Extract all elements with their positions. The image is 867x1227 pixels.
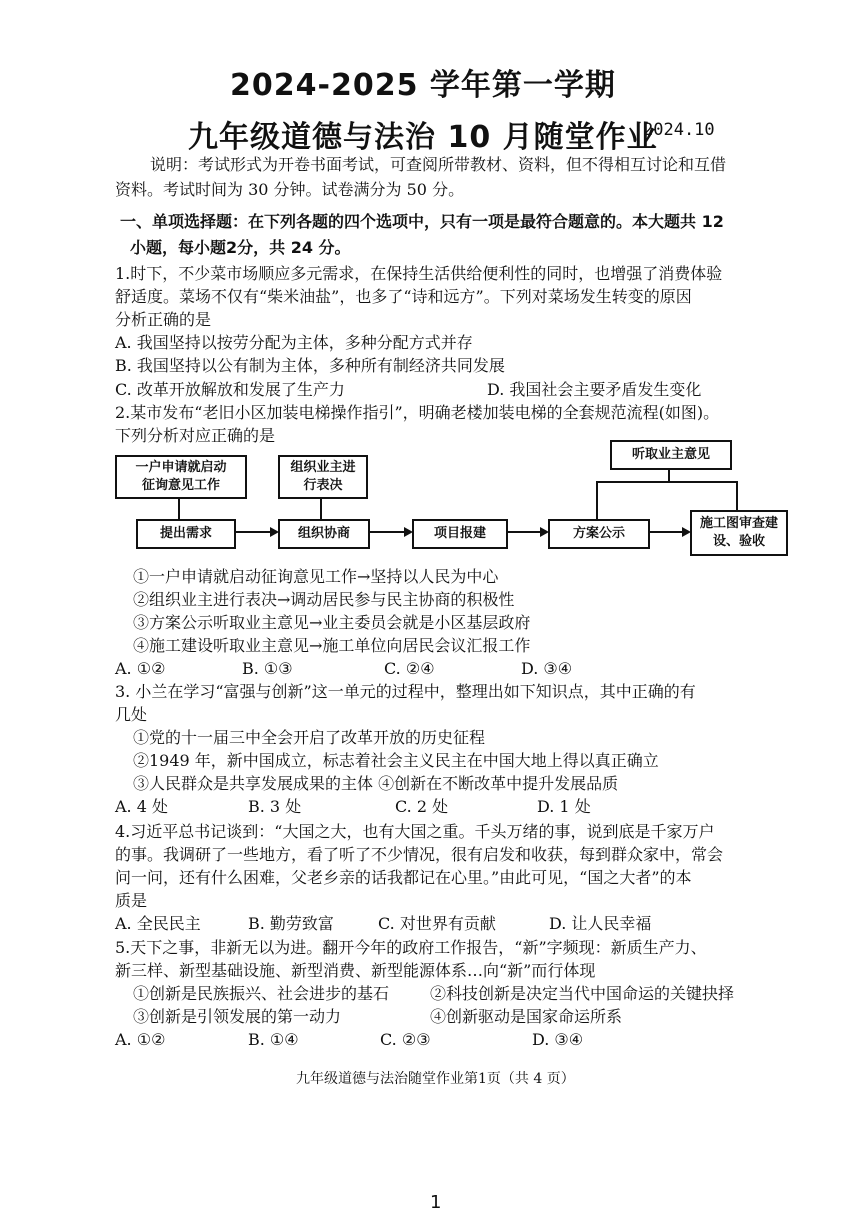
q4-option-c: C. 对世界有贡献 <box>378 914 496 933</box>
flow-step-3 <box>412 519 508 549</box>
arrow-head-icon <box>540 527 549 537</box>
q2-stem-line-1: 2.某市发布“老旧小区加装电梯操作指引”，明确老楼加装电梯的全套规范流程(如图)。 <box>115 403 720 422</box>
exam-title: 九年级道德与法治 10 月随堂作业 <box>188 120 658 155</box>
q2-option-c: C. ②④ <box>384 659 435 678</box>
q2-item-1: ①一户申请就启动征询意见工作→坚持以人民为中心 <box>133 567 499 586</box>
q2-item-4: ④施工建设听取业主意见→施工单位向居民会议汇报工作 <box>133 636 531 655</box>
q3-option-c: C. 2 处 <box>395 797 449 816</box>
arrow-head-icon <box>404 527 413 537</box>
q5-option-a: A. ①② <box>115 1030 166 1049</box>
q5-item-1: ①创新是民族振兴、社会进步的基石 <box>133 984 390 1003</box>
section-1-heading-cont: 小题，每小题2分，共 24 分。 <box>130 238 351 257</box>
flow-step-1-label: 提出需求 <box>159 526 212 541</box>
q1-option-d: D. 我国社会主要矛盾发生变化 <box>487 380 702 399</box>
q3-option-a: A. 4 处 <box>115 797 168 816</box>
q3-item-1: ①党的十一届三中全会开启了改革开放的历史征程 <box>133 728 486 747</box>
q4-stem-line-4: 质是 <box>115 891 148 910</box>
flow-box-apply-label: 一户申请就启动征询意见工作 <box>135 460 227 493</box>
page-footer: 九年级道德与法治随堂作业第1页（共 4 页） <box>296 1071 575 1087</box>
q4-option-b: B. 勤劳致富 <box>248 914 334 933</box>
flow-step-2-label: 组织协商 <box>297 526 350 541</box>
connector-line <box>320 497 322 519</box>
connector-line <box>596 481 738 483</box>
flow-step-5-label: 施工图审查建设、验收 <box>699 516 778 549</box>
flow-step-5 <box>690 510 788 556</box>
q3-option-d: D. 1 处 <box>537 797 591 816</box>
arrow-head-icon <box>682 527 691 537</box>
flow-step-4 <box>548 519 650 549</box>
q5-stem-line-2: 新三样、新型基础设施、新型消费、新型能源体系…向“新”而行体现 <box>115 961 596 980</box>
q3-stem-line-1: 3. 小兰在学习“富强与创新”这一单元的过程中，整理出如下知识点，其中正确的有 <box>115 682 696 701</box>
flow-box-vote-label: 组织业主进行表决 <box>290 460 356 493</box>
q1-stem-line-3: 分析正确的是 <box>115 310 212 329</box>
arrow-line <box>648 531 682 533</box>
q1-stem-line-1: 1.时下，不少菜市场顺应多元需求，在保持生活供给便利性的同时，也增强了消费体验 <box>115 264 723 283</box>
flow-box-apply <box>115 455 247 499</box>
exam-date: 2024.10 <box>643 120 715 140</box>
instructions-line-2: 资料。考试时间为 30 分钟。试卷满分为 50 分。 <box>115 180 465 199</box>
q2-stem-line-2: 下列分析对应正确的是 <box>115 426 276 445</box>
q3-item-2: ②1949 年，新中国成立，标志着社会主义民主在中国大地上得以真正确立 <box>133 751 659 770</box>
connector-line <box>668 468 670 482</box>
q1-option-a: A. 我国坚持以按劳分配为主体，多种分配方式并存 <box>115 333 473 352</box>
flow-step-4-label: 方案公示 <box>572 526 625 541</box>
q3-item-3-4: ③人民群众是共享发展成果的主体 ④创新在不断改革中提升发展品质 <box>133 774 619 793</box>
q2-option-d: D. ③④ <box>521 659 573 678</box>
q1-option-c: C. 改革开放解放和发展了生产力 <box>115 380 345 399</box>
q2-item-2: ②组织业主进行表决→调动居民参与民主协商的积极性 <box>133 590 515 609</box>
q5-item-3: ③创新是引领发展的第一动力 <box>133 1007 342 1026</box>
q4-option-d: D. 让人民幸福 <box>549 914 652 933</box>
q5-item-2: ②科技创新是决定当代中国命运的关键抉择 <box>430 984 735 1003</box>
arrow-line <box>368 531 404 533</box>
q4-stem-line-2: 的事。我调研了一些地方，看了听了不少情况，很有启发和收获，每到群众家中，常会 <box>115 845 724 864</box>
q5-item-4: ④创新驱动是国家命运所系 <box>430 1007 623 1026</box>
instructions-line-1: 说明：考试形式为开卷书面考试，可查阅所带教材、资料，但不得相互讨论和互借 <box>150 155 727 174</box>
flow-step-3-label: 项目报建 <box>433 526 486 541</box>
flow-box-listen <box>610 440 732 470</box>
page-number: 1 <box>430 1192 442 1213</box>
q2-option-b: B. ①③ <box>242 659 293 678</box>
arrow-line <box>506 531 540 533</box>
q5-option-d: D. ③④ <box>532 1030 584 1049</box>
section-1-heading: 一、单项选择题：在下列各题的四个选项中，只有一项是最符合题意的。本大题共 12 <box>120 212 724 231</box>
flow-box-vote <box>278 455 368 499</box>
connector-line <box>178 497 180 519</box>
q3-option-b: B. 3 处 <box>248 797 302 816</box>
q1-stem-line-2: 舒适度。菜场不仅有“柴米油盐”，也多了“诗和远方”。下列对菜场发生转变的原因 <box>115 287 692 306</box>
q2-item-3: ③方案公示听取业主意见→业主委员会就是小区基层政府 <box>133 613 531 632</box>
q4-stem-line-1: 4.习近平总书记谈到：“大国之大，也有大国之重。千头万绪的事，说到底是千家万户 <box>115 822 715 841</box>
arrow-head-icon <box>270 527 279 537</box>
arrow-line <box>234 531 270 533</box>
q4-stem-line-3: 问一问，还有什么困难，父老乡亲的话我都记在心里。”由此可见，“国之大者”的本 <box>115 868 692 887</box>
q3-stem-line-2: 几处 <box>115 705 148 724</box>
q2-option-a: A. ①② <box>115 659 166 678</box>
year-title: 2024-2025 学年第一学期 <box>230 68 616 103</box>
flow-step-1 <box>136 519 236 549</box>
connector-line <box>596 481 598 519</box>
flow-box-listen-label: 听取业主意见 <box>631 447 710 462</box>
q5-option-b: B. ①④ <box>248 1030 299 1049</box>
q4-option-a: A. 全民民主 <box>115 914 201 933</box>
connector-line <box>736 481 738 510</box>
q5-option-c: C. ②③ <box>380 1030 431 1049</box>
q5-stem-line-1: 5.天下之事，非新无以为进。翻开今年的政府工作报告，“新”字频现：新质生产力、 <box>115 938 707 957</box>
q1-option-b: B. 我国坚持以公有制为主体，多种所有制经济共同发展 <box>115 356 505 375</box>
flow-step-2 <box>278 519 370 549</box>
